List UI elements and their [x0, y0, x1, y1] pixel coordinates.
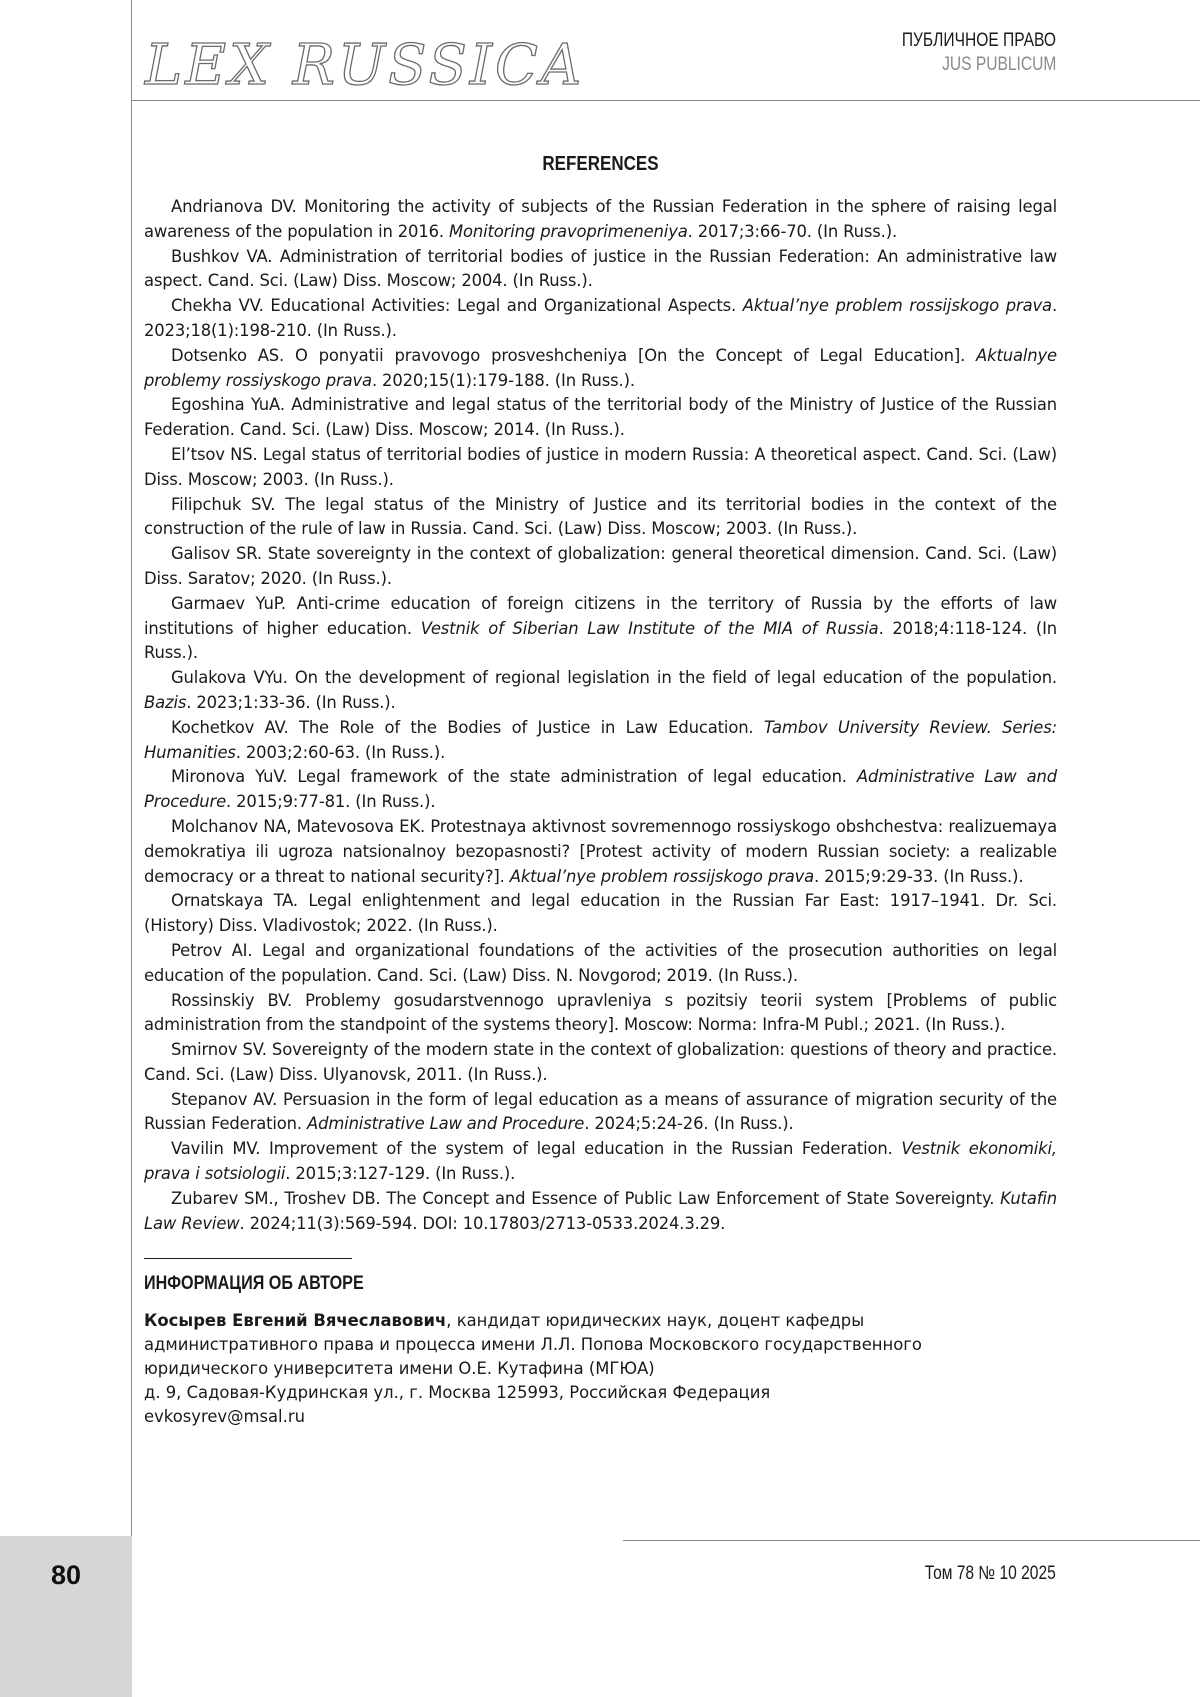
reference-text: Galisov SR. State sovereignty in the context of globalization: general theoretical dimension. Cand. Sci. (Law) Diss. Saratov; 2020. (In Russ.).	[144, 544, 1057, 588]
author-description: , кандидат юридических наук, доцент кафедры административного права и процесса имени Л.Л. Попова Московского государственного юридического университета имени О.Е. Кутафина (МГЮА)	[144, 1311, 922, 1378]
reference-item	[144, 889, 1057, 939]
reference-item	[144, 716, 1057, 766]
reference-item	[144, 195, 1057, 245]
reference-item	[144, 666, 1057, 716]
author-info-divider	[144, 1258, 352, 1259]
reference-source-title: Monitoring pravoprimeneniya	[449, 221, 688, 241]
reference-item	[144, 294, 1057, 344]
reference-source-title: Aktualnye problemy rossiyskogo prava	[144, 345, 1057, 390]
reference-details: . 2015;9:29-33. (In Russ.).	[814, 866, 1024, 886]
reference-text: Smirnov SV. Sovereignty of the modern state in the context of globalization: questions of theory and practice. Cand. Sci. (Law) Diss. Ulyanovsk, 2011. (In Russ.).	[144, 1040, 1057, 1084]
reference-item	[144, 245, 1057, 295]
header-divider	[132, 100, 1200, 101]
reference-details: . 2024;5:24-26. (In Russ.).	[584, 1114, 794, 1134]
reference-text: Mironova YuV. Legal framework of the state administration of legal education.	[171, 767, 857, 787]
reference-item	[144, 1088, 1057, 1138]
references-heading: REFERENCES	[542, 153, 659, 175]
reference-source-title: Tambov University Review. Series: Humanities	[144, 717, 1057, 762]
reference-item	[144, 1187, 1057, 1237]
reference-text: Vavilin MV. Improvement of the system of legal education in the Russian Federation.	[171, 1139, 902, 1159]
reference-source-title: Administrative Law and Procedure	[144, 767, 1057, 812]
section-title-latin: JUS PUBLICUM	[941, 54, 1056, 75]
reference-details: . 2023;1:33-36. (In Russ.).	[186, 692, 396, 712]
reference-item	[144, 443, 1057, 493]
reference-source-title: Vestnik of Siberian Law Institute of the MIA of Russia	[420, 618, 879, 638]
reference-item	[144, 592, 1057, 666]
reference-details: . 2024;11(3):569-594. DOI: 10.17803/2713-0533.2024.3.29.	[239, 1213, 726, 1233]
reference-details: . 2015;3:127-129. (In Russ.).	[285, 1164, 516, 1184]
reference-details: . 2023;18(1):198-210. (In Russ.).	[144, 296, 1057, 340]
reference-details: . 2017;3:66-70. (In Russ.).	[687, 221, 898, 241]
journal-logo: LEX RUSSICA	[145, 33, 585, 98]
reference-item	[144, 1137, 1057, 1187]
reference-text: Kochetkov AV. The Role of the Bodies of Justice in Law Education.	[171, 717, 764, 737]
reference-text: Rossinskiy BV. Problemy gosudarstvennogo upravleniya s pozitsiy teorii system [Problems of public administration from the standpoint of the systems theory]. Moscow: Norma: Infra-M Publ.; 2021. (In Russ.).	[144, 990, 1057, 1035]
reference-item	[144, 765, 1057, 815]
reference-text: Stepanov AV. Persuasion in the form of legal education as a means of assurance of migration security of the Russian Federation.	[144, 1089, 1057, 1134]
reference-details: . 2020;15(1):179-188. (In Russ.).	[371, 370, 635, 390]
references-section	[144, 153, 1057, 1236]
reference-item	[144, 815, 1057, 889]
reference-text: Dotsenko AS. O ponyatii pravovogo prosveshcheniya [On the Concept of Legal Education].	[171, 345, 977, 365]
issue-info: Том 78 № 10 2025	[924, 1563, 1056, 1584]
reference-text: Chekha VV. Educational Activities: Legal and Organizational Aspects.	[171, 296, 743, 316]
author-affiliation	[144, 1309, 1024, 1381]
reference-source-title: Bazis	[144, 692, 187, 712]
author-name: Косырев Евгений Вячеславович	[144, 1311, 447, 1330]
reference-item	[144, 939, 1057, 989]
reference-text: Petrov AI. Legal and organizational foundations of the activities of the prosecution authorities on legal education of the population. Cand. Sci. (Law) Diss. N. Novgorod; 2019. (In Russ.).	[144, 940, 1057, 985]
author-email[interactable]: evkosyrev@msal.ru	[144, 1407, 305, 1426]
reference-item	[144, 344, 1057, 394]
section-title-ru: ПУБЛИЧНОЕ ПРАВО	[901, 30, 1056, 51]
reference-text: Garmaev YuP. Anti-crime education of foreign citizens in the territory of Russia by the efforts of law institutions of higher education.	[144, 593, 1057, 638]
reference-details: . 2018;4:118-124. (In Russ.).	[144, 618, 1057, 663]
reference-source-title: Aktual’nye problem rossijskogo prava	[509, 866, 815, 886]
reference-item	[144, 393, 1057, 443]
reference-source-title: Vestnik ekonomiki, prava i sotsiologii	[144, 1139, 1057, 1184]
page-number: 80	[50, 1560, 82, 1590]
reference-text: Bushkov VA. Administration of territorial bodies of justice in the Russian Federation: An administrative law aspect. Cand. Sci. (Law) Diss. Moscow; 2004. (In Russ.).	[144, 246, 1057, 291]
left-margin-rail	[0, 0, 132, 1697]
reference-text: Zubarev SM., Troshev DB. The Concept and Essence of Public Law Enforcement of State Sovereignty.	[171, 1188, 1001, 1208]
reference-item	[144, 1038, 1057, 1088]
reference-source-title: Administrative Law and Procedure	[307, 1114, 585, 1134]
reference-text: Molchanov NA, Matevosova EK. Protestnaya aktivnost sovremennogo rossiyskogo obshchestva: realizuemaya demokratiya ili ugroza natsionalnoy bezopasnosti? [Protest activity of modern Russian society: a realizable democracy or a threat to national security?].	[144, 816, 1057, 886]
reference-text: Ornatskaya TA. Legal enlightenment and legal education in the Russian Far East: 1917–1941. Dr. Sci. (History) Diss. Vladivostok; 2022. (In Russ.).	[144, 891, 1057, 936]
reference-text: Filipchuk SV. The legal status of the Ministry of Justice and its territorial bodies in the context of the construction of the rule of law in Russia. Cand. Sci. (Law) Diss. Moscow; 2003. (In Russ.).	[144, 494, 1057, 539]
references-list	[144, 195, 1057, 1236]
footer-divider	[623, 1540, 1200, 1541]
reference-text: El’tsov NS. Legal status of territorial bodies of justice in modern Russia: A theoretical aspect. Cand. Sci. (Law) Diss. Moscow; 2003. (In Russ.).	[144, 444, 1057, 489]
author-address: д. 9, Садовая-Кудринская ул., г. Москва 125993, Российская Федерация	[144, 1383, 771, 1402]
reference-details: . 2015;9:77-81. (In Russ.).	[226, 792, 436, 812]
reference-text: Egoshina YuA. Administrative and legal status of the territorial body of the Ministry of Justice of the Russian Federation. Cand. Sci. (Law) Diss. Moscow; 2014. (In Russ.).	[144, 395, 1057, 440]
reference-item	[144, 493, 1057, 543]
reference-source-title: Aktual’nye problem rossijskogo prava	[742, 296, 1052, 316]
reference-item	[144, 542, 1057, 592]
author-info-heading: ИНФОРМАЦИЯ ОБ АВТОРЕ	[144, 1273, 364, 1294]
reference-item	[144, 989, 1057, 1039]
reference-text: Andrianova DV. Monitoring the activity of subjects of the Russian Federation in the sphere of raising legal awareness of the population in 2016.	[144, 197, 1057, 241]
reference-text: Gulakova VYu. On the development of regional legislation in the field of legal education of the population.	[171, 668, 1057, 688]
author-info-section	[144, 1258, 1057, 1429]
reference-details: . 2003;2:60-63. (In Russ.).	[235, 742, 446, 762]
reference-source-title: Kutafin Law Review	[144, 1188, 1057, 1233]
